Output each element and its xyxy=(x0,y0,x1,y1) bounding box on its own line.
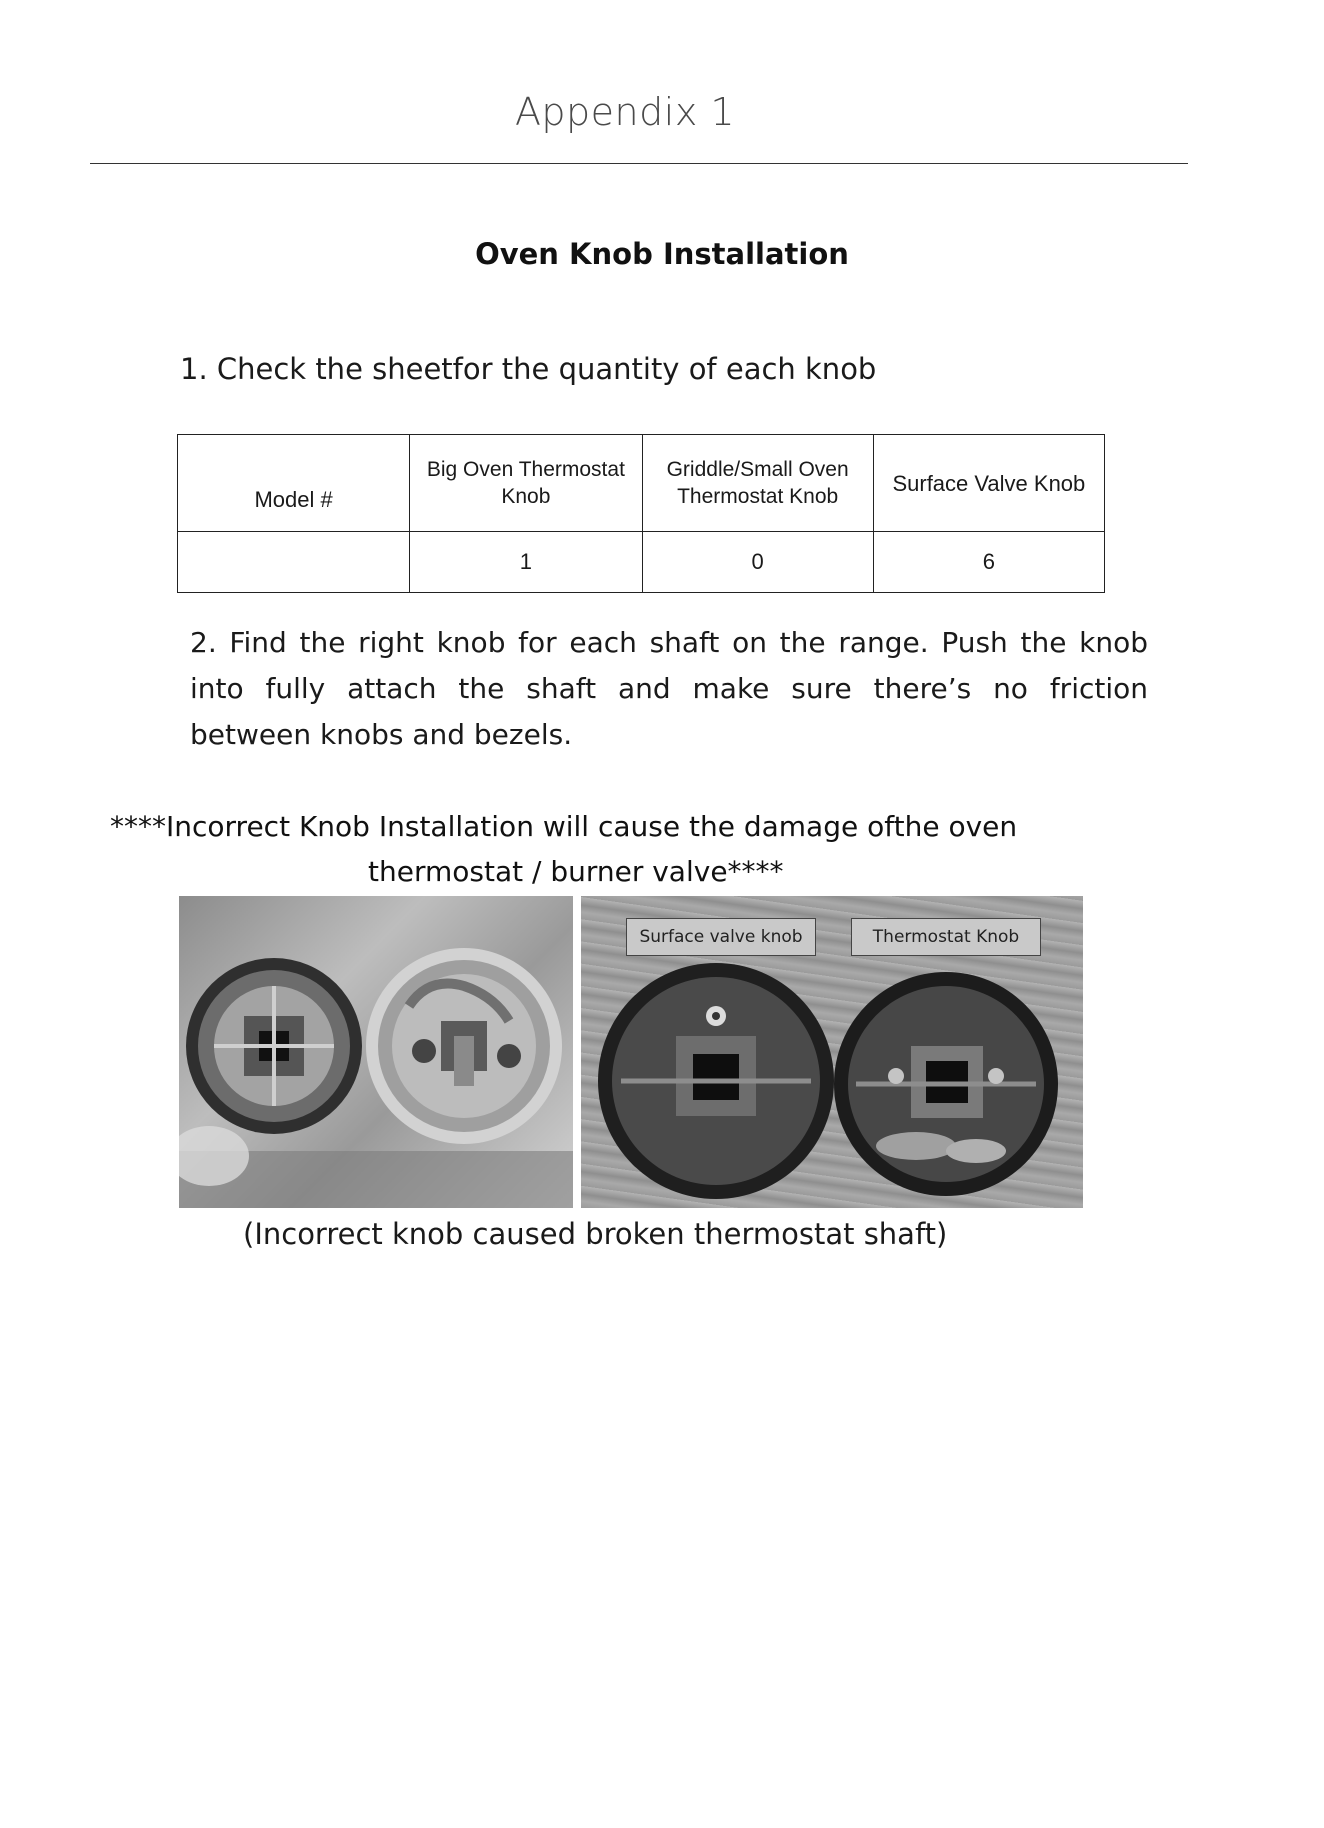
knob-comparison-photo xyxy=(581,896,1083,1208)
cell-surface-valve-qty: 6 xyxy=(873,532,1104,593)
warning-line-1: ****Incorrect Knob Installation will cause the damage ofthe oven xyxy=(110,810,1018,843)
surface-valve-knob-label: Surface valve knob xyxy=(626,918,816,956)
header-divider xyxy=(90,163,1188,164)
table-header-row xyxy=(178,435,1105,532)
cell-big-oven-thermostat-qty: 1 xyxy=(410,532,642,593)
header-griddle-small-oven-thermostat-knob: Griddle/Small Oven Thermostat Knob xyxy=(642,435,873,532)
header-big-oven-thermostat-knob: Big Oven Thermostat Knob xyxy=(410,435,642,532)
knob-and-shaft-illustration xyxy=(179,896,573,1208)
knob-quantity-table xyxy=(177,434,1105,593)
cell-model xyxy=(178,532,410,593)
photo-caption: (Incorrect knob caused broken thermostat shaft) xyxy=(243,1217,948,1251)
warning-text xyxy=(110,804,1070,894)
step-2-text: 2. Find the right knob for each shaft on the range. Push the knob into fully attach the shaft and make sure there’s no friction between knobs and bezels. xyxy=(190,626,1148,751)
step-1-text: 1. Check the sheetfor the quantity of each knob xyxy=(180,352,877,386)
header-surface-valve-knob: Surface Valve Knob xyxy=(873,435,1104,532)
section-title: Oven Knob Installation xyxy=(475,237,849,271)
cell-griddle-small-oven-qty: 0 xyxy=(642,532,873,593)
thermostat-knob-label: Thermostat Knob xyxy=(851,918,1041,956)
broken-shaft-photo xyxy=(179,896,573,1208)
appendix-title: Appendix 1 xyxy=(514,90,736,134)
table-row xyxy=(178,532,1105,593)
header-model: Model # xyxy=(178,435,410,532)
warning-line-2: thermostat / burner valve**** xyxy=(368,855,784,888)
